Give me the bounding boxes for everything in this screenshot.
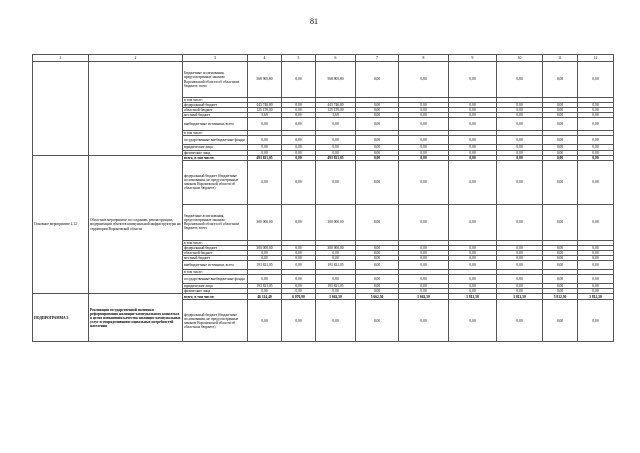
value-cell: 0,00 — [399, 160, 449, 204]
value-cell: 0,00 — [497, 284, 543, 289]
value-cell: 0,00 — [543, 118, 578, 131]
value-cell: 0,00 — [449, 160, 497, 204]
value-cell: 0,00 — [578, 275, 614, 284]
header-cell: 5 — [282, 55, 316, 62]
source-label-cell: физические лица — [183, 289, 248, 294]
value-cell: 0,00 — [282, 300, 316, 342]
value-cell: 0,00 — [316, 118, 356, 131]
value-cell: 0,00 — [399, 108, 449, 113]
value-cell: 0,00 — [399, 150, 449, 155]
value-cell: 0,00 — [497, 62, 543, 98]
value-cell: 0,00 — [578, 103, 614, 108]
value-cell: 0,00 — [248, 118, 282, 131]
value-cell: 0,00 — [399, 256, 449, 261]
value-cell: 0,00 — [543, 256, 578, 261]
value-cell: 0,00 — [356, 155, 399, 160]
value-cell: 0,00 — [497, 160, 543, 204]
value-cell: 0,00 — [356, 261, 399, 270]
value-cell: 193 821,05 — [248, 284, 282, 289]
value-cell: 0,00 — [497, 245, 543, 250]
value-cell: 0,00 — [497, 289, 543, 294]
value-cell: 0,00 — [543, 145, 578, 150]
value-cell: 0,00 — [399, 204, 449, 240]
value-cell: 568 905,80 — [316, 62, 356, 98]
value-cell: 5 662,50 — [316, 294, 356, 300]
value-cell: 0,00 — [449, 256, 497, 261]
source-label-cell: государственные внебюджетные фонды — [183, 275, 248, 284]
value-cell: 0,00 — [543, 136, 578, 145]
value-cell: 0,00 — [356, 160, 399, 204]
value-cell: 0,00 — [543, 108, 578, 113]
value-cell: 0,00 — [282, 155, 316, 160]
source-label-cell: внебюджетные источники, всего — [183, 118, 248, 131]
value-cell: 0,00 — [578, 250, 614, 255]
value-cell: 0,00 — [578, 150, 614, 155]
value-cell: 0,00 — [282, 250, 316, 255]
source-label-cell: в том числе: — [183, 98, 248, 103]
value-cell: 0,00 — [578, 284, 614, 289]
value-cell: 0,00 — [449, 245, 497, 250]
value-cell: 0,00 — [497, 204, 543, 240]
value-cell: 0,00 — [543, 103, 578, 108]
value-cell: 0,00 — [282, 103, 316, 108]
measure-id-cell: ПОДПРОГРАММА 3 — [33, 294, 89, 342]
value-cell: 0,00 — [497, 256, 543, 261]
value-cell: 0,00 — [399, 284, 449, 289]
value-cell: 0,00 — [497, 136, 543, 145]
value-cell: 0,00 — [449, 261, 497, 270]
value-cell: 193 821,05 — [248, 261, 282, 270]
header-cell: 4 — [248, 55, 282, 62]
header-cell: 7 — [356, 55, 399, 62]
value-cell: 443 746,80 — [316, 103, 356, 108]
source-label-cell: Бюджетные ассигнования, предусмотренные законом Воронежской области об областном бюджете, всего — [183, 62, 248, 98]
value-cell: 0,00 — [282, 289, 316, 294]
value-cell: 0,00 — [399, 300, 449, 342]
value-cell: 0,00 — [543, 250, 578, 255]
value-cell: 0,00 — [497, 155, 543, 160]
value-cell: 0,00 — [316, 256, 356, 261]
value-cell: 0,00 — [399, 113, 449, 118]
value-cell: 300 000,00 — [248, 204, 282, 240]
value-cell: 0,00 — [356, 289, 399, 294]
value-cell: 300 000,00 — [248, 245, 282, 250]
value-cell: 0,00 — [449, 250, 497, 255]
value-cell: 0,00 — [578, 300, 614, 342]
value-cell: 5,69 — [248, 113, 282, 118]
value-cell: 0,00 — [578, 160, 614, 204]
value-cell: 0,00 — [356, 103, 399, 108]
value-cell: 125 159,00 — [248, 108, 282, 113]
value-cell: 0,00 — [248, 256, 282, 261]
value-cell: 493 821,05 — [316, 155, 356, 160]
value-cell: 0,00 — [248, 145, 282, 150]
value-cell: 0,00 — [282, 108, 316, 113]
value-cell: 0,00 — [399, 145, 449, 150]
source-label-cell: государственные внебюджетные фонды — [183, 136, 248, 145]
value-cell: 0,00 — [316, 136, 356, 145]
value-cell: 0,00 — [248, 250, 282, 255]
value-cell: 0,00 — [356, 204, 399, 240]
financing-table — [32, 54, 614, 342]
value-cell: 0,00 — [543, 284, 578, 289]
measure-name-cell — [89, 62, 183, 156]
value-cell: 0,00 — [578, 118, 614, 131]
value-cell: 0,00 — [497, 145, 543, 150]
value-cell: 5 812,50 — [543, 294, 578, 300]
value-cell: 0,00 — [356, 275, 399, 284]
value-cell: 300 000,00 — [316, 245, 356, 250]
value-cell: 0,00 — [543, 300, 578, 342]
source-label-cell: физические лица — [183, 150, 248, 155]
value-cell: 0,00 — [543, 289, 578, 294]
value-cell: 0,00 — [449, 103, 497, 108]
value-cell: 0,00 — [543, 245, 578, 250]
header-cell: 12 — [578, 55, 614, 62]
value-cell: 0,00 — [449, 284, 497, 289]
value-cell: 0,00 — [399, 62, 449, 98]
value-cell: 0,00 — [399, 118, 449, 131]
value-cell: 0,00 — [449, 136, 497, 145]
value-cell: 443 746,80 — [248, 103, 282, 108]
header-cell: 10 — [497, 55, 543, 62]
measure-id-cell — [33, 62, 89, 156]
value-cell: 5 662,50 — [399, 294, 449, 300]
value-cell: 0,00 — [356, 145, 399, 150]
source-label-cell: внебюджетные источники, всего — [183, 261, 248, 270]
value-cell: 0,00 — [578, 204, 614, 240]
source-label-cell: федеральный бюджет — [183, 103, 248, 108]
value-cell: 0,00 — [356, 256, 399, 261]
value-cell: 0,00 — [356, 62, 399, 98]
value-cell: 0,00 — [316, 250, 356, 255]
value-cell: 0,00 — [449, 62, 497, 98]
value-cell: 0,00 — [282, 113, 316, 118]
value-cell: 0,00 — [578, 261, 614, 270]
value-cell: 0,00 — [543, 160, 578, 204]
value-cell: 193 821,05 — [316, 261, 356, 270]
value-cell: 0,00 — [282, 256, 316, 261]
value-cell: 0,00 — [356, 250, 399, 255]
value-cell: 493 821,05 — [248, 155, 282, 160]
value-cell: 0,00 — [316, 150, 356, 155]
source-label-cell: федеральный бюджет — [183, 245, 248, 250]
source-label-cell: бюджетные ассигнования, предусмотренные законом Воронежской области об областном бюджете, всего — [183, 204, 248, 240]
source-label-cell: в том числе: — [183, 240, 248, 245]
header-cell: 9 — [449, 55, 497, 62]
value-cell: 0,00 — [399, 261, 449, 270]
value-cell: 5 812,50 — [449, 294, 497, 300]
source-label-cell: местный бюджет — [183, 113, 248, 118]
value-cell: 0,00 — [282, 284, 316, 289]
header-cell: 11 — [543, 55, 578, 62]
value-cell: 0,00 — [282, 245, 316, 250]
value-cell: 0,00 — [282, 136, 316, 145]
value-cell: 0,00 — [449, 145, 497, 150]
value-cell: 0,00 — [497, 261, 543, 270]
header-cell: 3 — [183, 55, 248, 62]
header-cell: 2 — [89, 55, 183, 62]
value-cell: 0,00 — [399, 275, 449, 284]
value-cell: 5,69 — [316, 113, 356, 118]
value-cell: 0,00 — [248, 136, 282, 145]
value-cell: 0,00 — [282, 145, 316, 150]
value-cell: 0,00 — [497, 113, 543, 118]
value-cell: 0,00 — [399, 245, 449, 250]
value-cell: 0,00 — [316, 289, 356, 294]
value-cell: 0,00 — [356, 150, 399, 155]
source-label-cell: областной бюджет — [183, 250, 248, 255]
source-label-cell: всего, в том числе: — [183, 294, 248, 300]
value-cell: 0,00 — [497, 103, 543, 108]
value-cell: 46 314,40 — [248, 294, 282, 300]
value-cell: 6 076,90 — [282, 294, 316, 300]
measure-id-cell: Основное мероприятие 2.12 — [33, 155, 89, 294]
value-cell: 0,00 — [356, 300, 399, 342]
page-number: 81 — [310, 17, 318, 26]
value-cell: 0,00 — [248, 300, 282, 342]
header-cell: 1 — [33, 55, 89, 62]
value-cell: 0,00 — [497, 118, 543, 131]
value-cell: 0,00 — [282, 160, 316, 204]
value-cell: 0,00 — [248, 289, 282, 294]
value-cell: 0,00 — [497, 150, 543, 155]
header-row — [33, 55, 614, 62]
value-cell: 0,00 — [316, 275, 356, 284]
value-cell: 0,00 — [449, 204, 497, 240]
source-label-cell: федеральный бюджет (бюджетные ассигнования, не предусмотренные законом Воронежской области об областном бюджете) — [183, 160, 248, 204]
table-row — [33, 62, 614, 98]
value-cell: 0,00 — [449, 300, 497, 342]
value-cell: 0,00 — [497, 108, 543, 113]
measure-name-cell: Реализация государственной политики реформирования жилищно-коммунального комплекса в целях повышения качества жилищно-коммунальных услуг и упорядочивания социальных потребностей населения — [89, 294, 183, 342]
value-cell: 0,00 — [578, 62, 614, 98]
value-cell: 0,00 — [356, 113, 399, 118]
value-cell: 0,00 — [497, 250, 543, 255]
value-cell: 0,00 — [449, 113, 497, 118]
value-cell: 0,00 — [356, 245, 399, 250]
value-cell: 0,00 — [248, 275, 282, 284]
value-cell: 0,00 — [543, 155, 578, 160]
value-cell: 0,00 — [449, 289, 497, 294]
value-cell: 0,00 — [399, 250, 449, 255]
value-cell: 0,00 — [543, 261, 578, 270]
value-cell: 0,00 — [282, 118, 316, 131]
value-cell: 5 812,50 — [497, 294, 543, 300]
value-cell: 0,00 — [578, 155, 614, 160]
value-cell: 0,00 — [578, 245, 614, 250]
value-cell: 5 662,50 — [356, 294, 399, 300]
value-cell: 0,00 — [399, 155, 449, 160]
value-cell: 0,00 — [399, 289, 449, 294]
value-cell: 568 905,80 — [248, 62, 282, 98]
value-cell: 300 000,00 — [316, 204, 356, 240]
value-cell: 0,00 — [282, 150, 316, 155]
value-cell: 0,00 — [356, 108, 399, 113]
value-cell: 0,00 — [578, 113, 614, 118]
value-cell: 0,00 — [449, 118, 497, 131]
value-cell: 0,00 — [578, 108, 614, 113]
value-cell: 5 812,50 — [578, 294, 614, 300]
source-label-cell: федеральный бюджет (бюджетные ассигнования, не предусмотренные законом Воронежской области об областном бюджете) — [183, 300, 248, 342]
header-cell: 6 — [316, 55, 356, 62]
source-label-cell: юридические лица — [183, 145, 248, 150]
source-label-cell: всего, в том числе: — [183, 155, 248, 160]
value-cell: 0,00 — [356, 136, 399, 145]
value-cell: 0,00 — [543, 204, 578, 240]
value-cell: 0,00 — [449, 275, 497, 284]
value-cell: 0,00 — [356, 284, 399, 289]
value-cell: 0,00 — [282, 62, 316, 98]
header-cell: 8 — [399, 55, 449, 62]
value-cell: 0,00 — [316, 160, 356, 204]
value-cell: 0,00 — [578, 145, 614, 150]
source-label-cell: юридические лица — [183, 284, 248, 289]
value-cell: 0,00 — [543, 62, 578, 98]
value-cell: 193 821,05 — [316, 284, 356, 289]
source-label-cell: в том числе: — [183, 270, 248, 275]
value-cell: 0,00 — [248, 160, 282, 204]
value-cell: 0,00 — [449, 108, 497, 113]
value-cell: 0,00 — [449, 150, 497, 155]
value-cell: 0,00 — [248, 150, 282, 155]
value-cell: 0,00 — [497, 300, 543, 342]
value-cell: 0,00 — [543, 150, 578, 155]
value-cell: 0,00 — [282, 261, 316, 270]
value-cell: 125 159,00 — [316, 108, 356, 113]
source-label-cell: областной бюджет — [183, 108, 248, 113]
value-cell: 0,00 — [578, 289, 614, 294]
source-label-cell: местный бюджет — [183, 256, 248, 261]
source-label-cell: в том числе: — [183, 131, 248, 136]
value-cell: 0,00 — [578, 256, 614, 261]
value-cell: 0,00 — [578, 136, 614, 145]
value-cell: 0,00 — [316, 300, 356, 342]
value-cell: 0,00 — [399, 136, 449, 145]
value-cell: 0,00 — [316, 145, 356, 150]
value-cell: 0,00 — [399, 103, 449, 108]
value-cell: 0,00 — [543, 113, 578, 118]
value-cell: 0,00 — [497, 275, 543, 284]
value-cell: 0,00 — [449, 155, 497, 160]
value-cell: 0,00 — [282, 204, 316, 240]
value-cell: 0,00 — [356, 118, 399, 131]
measure-name-cell: Областное мероприятие по созданию, реконструкции, модернизации объектов коммунальной инфраструктуры на территории Воронежской области — [89, 155, 183, 294]
value-cell: 0,00 — [282, 275, 316, 284]
value-cell: 0,00 — [543, 275, 578, 284]
